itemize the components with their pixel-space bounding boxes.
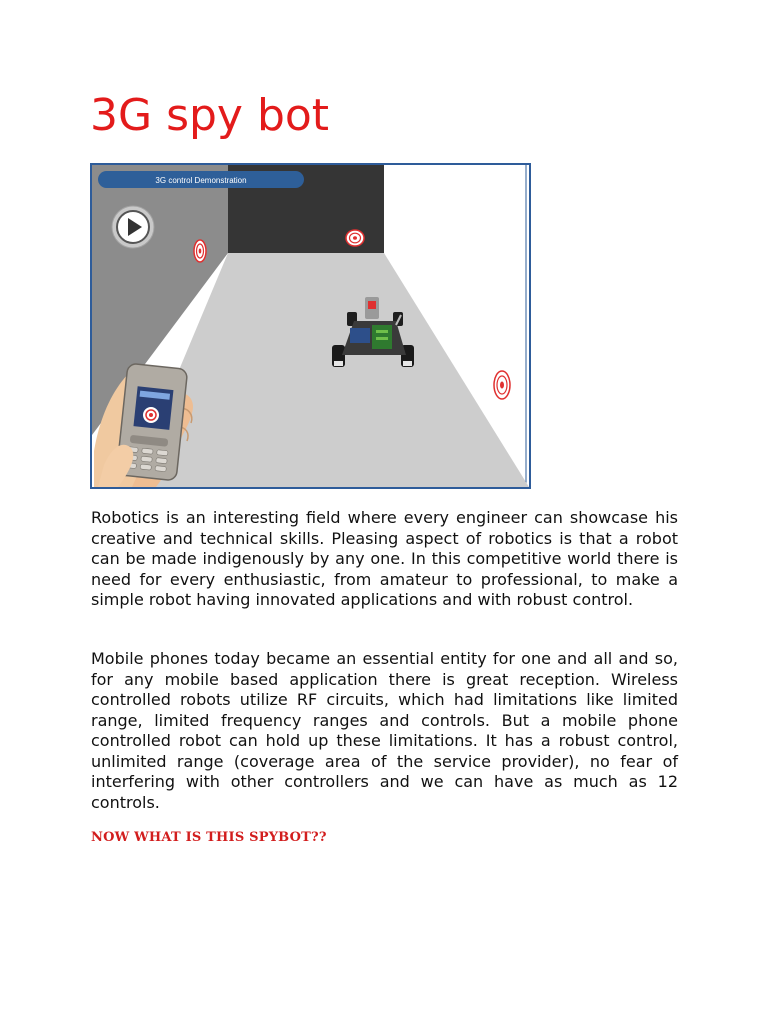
intro-paragraph: Robotics is an interesting field where every engineer can showcase his creative and technical skills. Pleasing aspect of robotics is that a robot can be made indigenously by any one. In this competitive world there is need for every enthusiastic, from amateur to professional, to make a simple robot having innovated applications and with robust control. (91, 508, 678, 609)
target-icon (346, 230, 364, 246)
demo-illustration (92, 165, 529, 487)
target-icon (494, 371, 510, 399)
demo-banner-text: 3G control Demonstration (155, 176, 247, 185)
demo-figure (90, 163, 531, 489)
page-title: 3G spy bot (90, 90, 330, 141)
play-button-icon[interactable] (112, 206, 154, 248)
target-icon (194, 240, 206, 262)
mobile-phones-paragraph: Mobile phones today became an essential entity for one and all and so, for any mobile based application there is great reception. Wireless controlled robots utilize RF circuits, which had limitations like limited range, limited frequency ranges and controls. But a mobile phone controlled robot can hold up these limitations. It has a robust control, unlimited range (coverage area of the service provider), no fear of interfering with other controllers and we can have as much as 12 controls. (91, 649, 678, 812)
section-subheading: NOW WHAT IS THIS SPYBOT?? (91, 830, 327, 845)
